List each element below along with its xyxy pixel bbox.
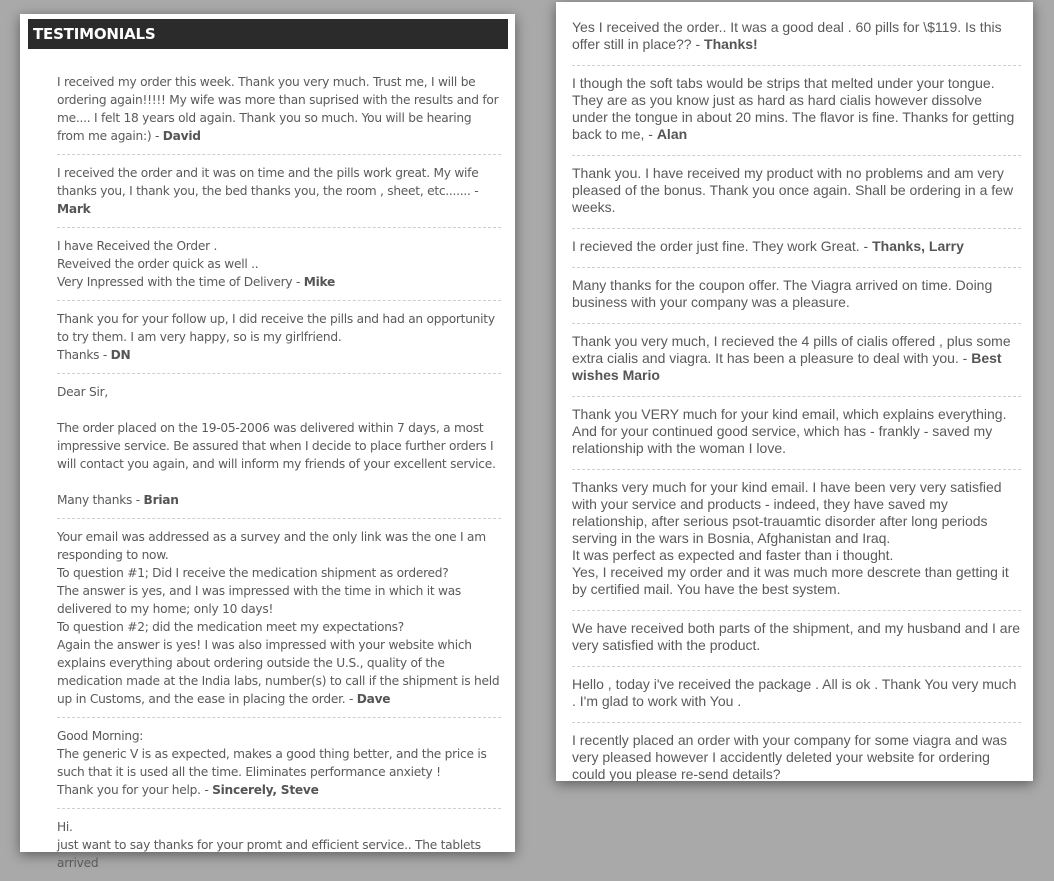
testimonial-text: Many thanks - Brian [57, 493, 179, 507]
testimonial-text: The answer is yes, and I was impressed with the time in which it was delivered to my home; only 10 days! [57, 584, 462, 616]
testimonial-text: Again the answer is yes! I was also impressed with your website which explains everything about ordering outside the U.S., quality of the medication made at the India labs, number(s) to call if the shipment is held up in Customs, and the ease in placing the order. - Dave [57, 638, 500, 706]
testimonial-entry [57, 164, 501, 228]
testimonial-text: Reveived the order quick as well .. [57, 257, 259, 271]
testimonial-text: Many thanks for the coupon offer. The Viagra arrived on time. Doing business with your company was a pleasure. [572, 277, 993, 310]
testimonial-text: Hello , today i've received the package . All is ok . Thank You very much . I'm glad to work with You . [572, 676, 1017, 709]
testimonial-text: Yes, I received my order and it was much more descrete than getting it by certified mail. You have the best system. [572, 564, 1009, 597]
testimonial-text: I have Received the Order . [57, 239, 218, 253]
testimonial-text: To question #1; Did I receive the medication shipment as ordered? [57, 566, 449, 580]
testimonial-text: Dear Sir, [57, 385, 108, 399]
testimonials-panel-right [556, 2, 1033, 781]
testimonial-author: Sincerely, Steve [212, 783, 319, 797]
testimonial-text: Very Inpressed with the time of Delivery - Mike [57, 275, 336, 289]
testimonial-text: I received the order and it was on time and the pills work great. My wife thanks you, I thank you, the bed thanks you, the room , sheet, etc....... - Mark [57, 166, 479, 216]
testimonial-text: Good Morning: [57, 729, 144, 743]
testimonial-text: Thank you for your follow up, I did receive the pills and had an opportunity to try them. I am very happy, so is my girlfriend. [57, 312, 495, 344]
testimonial-author: Mark [57, 202, 91, 216]
testimonials-panel-left [20, 14, 515, 870]
testimonial-text: The generic V is as expected, makes a good thing better, and the price is such that it is used all the time. Eliminates performance anxiety ! [57, 747, 487, 779]
testimonials-header: TESTIMONIALS [28, 19, 508, 49]
testimonial-author: Alan [656, 126, 688, 142]
testimonial-author: Best wishes Mario [572, 350, 1002, 383]
testimonial-text: I though the soft tabs would be strips that melted under your tongue. They are as you know just as hard as hard cialis however dissolve under the tongue in about 20 mins. The flavor is fine. Thanks for getting back to me, - Alan [572, 75, 1015, 142]
testimonial-text: I received my order this week. Thank you very much. Trust me, I will be ordering again!!!!! My wife was more than suprised with the results and for me.... I felt 18 years old again. Thank you so much. You will be hearing from me again:) - David [57, 75, 499, 143]
testimonial-text: Thanks - DN [57, 348, 131, 362]
testimonial-list [20, 49, 515, 881]
testimonial-text: Your email was addressed as a survey and the only link was the one I am responding to now. [57, 530, 486, 562]
testimonial-author: Dave [356, 692, 391, 706]
testimonial-author: Thanks, Larry [872, 238, 964, 254]
testimonial-author: Mike [303, 275, 336, 289]
testimonial-author: David [162, 129, 201, 143]
testimonial-text: Thanks very much for your kind email. I have been very very satisfied with your service and products - indeed, they have saved my relationship, after serious psot-trauamtic disorder after long periods serving in the wars in Bosnia, Afghanistan and Iraq. [572, 479, 1002, 546]
testimonial-text: I recently placed an order with your company for some viagra and was very pleased however I accidently deleted your website for ordering could you please re-send details? [572, 732, 1007, 782]
testimonial-text: We have received both parts of the shipment, and my husband and I are very satisfied with the product. [572, 620, 1021, 653]
blank-line [57, 401, 501, 419]
testimonial-entry [572, 229, 1021, 268]
testimonial-author: DN [110, 348, 131, 362]
testimonial-text: The order placed on the 19-05-2006 was delivered within 7 days, a most impressive service. Be assured that when I decide to place further orders I will contact you again, and will inform my friends of your excellent service. [57, 421, 496, 471]
testimonial-entry [572, 397, 1021, 470]
blank-line [57, 473, 501, 491]
testimonial-entry [572, 611, 1021, 667]
testimonial-entry [57, 818, 501, 881]
testimonial-entry [57, 528, 501, 718]
testimonial-entry [57, 727, 501, 809]
testimonial-author: Thanks! [704, 36, 758, 52]
testimonial-text: Thank you VERY much for your kind email, which explains everything. And for your continued good service, which has - frankly - saved my relationship with the woman I love. [572, 406, 1007, 456]
testimonial-text: Yes I received the order.. It was a good deal . 60 pills for \$119. Is this offer still in place?? - Thanks! [572, 19, 1002, 52]
testimonial-entry [57, 383, 501, 519]
testimonial-entry [572, 156, 1021, 229]
testimonial-entry [57, 237, 501, 301]
testimonial-text: It was perfect as expected and faster than i thought. [572, 547, 894, 563]
testimonial-entry [572, 324, 1021, 397]
testimonial-entry [572, 66, 1021, 156]
testimonial-text: Hi. [57, 820, 73, 834]
testimonial-entry [572, 2, 1021, 66]
testimonial-entry [572, 723, 1021, 795]
testimonial-text: I recieved the order just fine. They work Great. - Thanks, Larry [572, 238, 964, 254]
testimonial-text: Thank you. I have received my product with no problems and am very pleased of the bonus. Thank you once again. Shall be ordering in a few weeks. [572, 165, 1014, 215]
testimonial-list [556, 2, 1033, 795]
testimonial-entry [572, 268, 1021, 324]
testimonial-entry [57, 310, 501, 374]
testimonial-entry [57, 73, 501, 155]
testimonial-text: To question #2; did the medication meet my expectations? [57, 620, 404, 634]
testimonial-entry [572, 667, 1021, 723]
testimonial-text: Thank you very much, I recieved the 4 pills of cialis offered , plus some extra cialis and viagra. It has been a pleasure to deal with you. - Best wishes Mario [572, 333, 1011, 383]
testimonial-text: Thank you for your help. - Sincerely, Steve [57, 783, 319, 797]
testimonial-author: Brian [143, 493, 179, 507]
testimonial-text: just want to say thanks for your promt and efficient service.. The tablets arrived [57, 838, 481, 870]
testimonial-entry [572, 470, 1021, 611]
